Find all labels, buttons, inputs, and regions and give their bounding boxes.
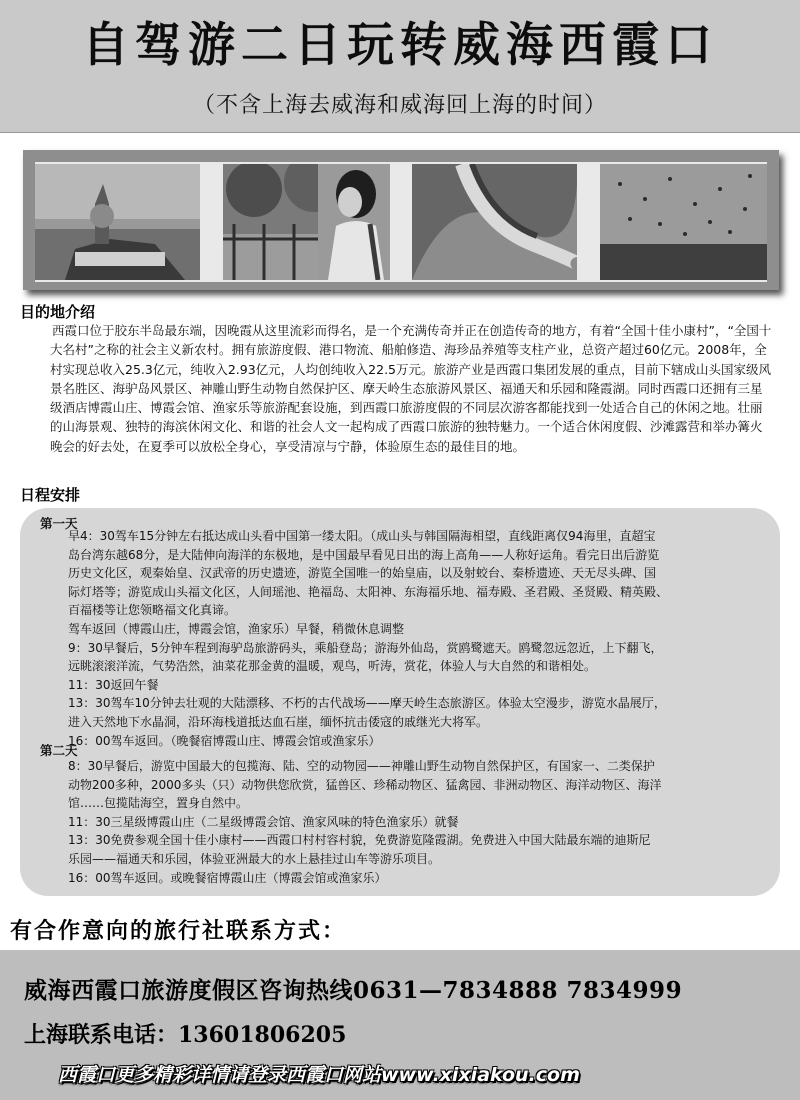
header-banner	[0, 0, 800, 133]
itinerary-line: 远眺滚滚洋流，气势浩然，油菜花那金黄的温暖，观鸟，听涛，赏花，体验人与大自然的和谐相处。	[68, 659, 597, 674]
itinerary-line: 早4：30驾车15分钟左右抵达成山头看中国第一缕太阳。（成山头与韩国隔海相望，直线距离仅94海里，直超宝	[68, 529, 656, 543]
itinerary-line: 馆……包揽陆海空，置身自然中。	[68, 796, 249, 811]
website-link[interactable]: 西霞口更多精彩详情请登录西霞口网站www.xixiakou.com	[58, 1064, 580, 1086]
itinerary-line: 进入天然地下水晶洞，沿环海栈道抵达血石崖，缅怀抗击倭寇的戚继光大将军。	[68, 715, 489, 729]
day1-label: 第一天	[40, 516, 78, 531]
photo-strip	[35, 162, 767, 282]
itinerary-line: 16：00驾车返回。（晚餐宿博霞山庄、博霞会馆或渔家乐）	[68, 733, 381, 748]
itinerary-line: 际灯塔等；游览成山头福文化区，人间瑶池、艳福岛、太阳神、东海福乐地、福寿殿、圣君殿、圣贤殿、精英殿、	[68, 584, 669, 599]
itinerary-line: 历史文化区，观秦始皇、汉武帝的历史遗迹，游览全国唯一的始皇庙，以及射蛟台、秦桥遗迹、天无尽头碑、国	[68, 566, 657, 581]
photo-frame	[23, 150, 779, 290]
day2-label: 第二天	[40, 743, 78, 758]
itinerary-line: 11：30三星级博霞山庄（二星级博霞会馆、渔家风味的特色渔家乐）就餐	[68, 814, 459, 829]
destination-text: 西霞口位于胶东半岛最东端，因晚霞从这里流彩而得名，是一个充满传奇并正在创造传奇的地方，有着“全国十佳小康村”，“全国十大名村”之称的社会主义新农村。拥有旅游度假、港口物流、船舶修造、海珍品养殖等支柱产业，总资产超过60亿元。2008年，全村实现总收入25.3亿元，纯收入2.93亿元，人均创纯收入22.5万元。旅游产业是西霞口集团发展的重点，目前下辖成山头国家级风景名胜区、海驴岛风景区、神雕山野生动物自然保护区、摩天岭生态旅游风景区、福通天和乐园和隆霞湖。同时西霞口还拥有三星级酒店博霞山庄、博霞会馆、渔家乐等旅游配套设施，到西霞口旅游度假的不同层次游客都能找到一处适合自己的休闲之地。壮丽的山海景观、独特的海滨休闲文化、和谐的社会人文一起构成了西霞口旅游的独特魅力。一个适合休闲度假、沙滩露营和举办篝火晚会的好去处，在夏季可以放松全身心，享受清凉与宁静，体验原生态的最佳目的地。	[50, 323, 772, 454]
statue-on-cliff-icon	[35, 164, 200, 280]
page-subtitle: （不含上海去威海和威海回上海的时间）	[192, 93, 607, 118]
destination-heading: 目的地介绍	[20, 303, 96, 321]
itinerary-line: 驾车返回（博霞山庄，博霞会馆，渔家乐）早餐，稍微休息调整	[68, 622, 405, 636]
itinerary-line: 岛台湾东越68分，是大陆伸向海洋的东极地，是中国最早看见日出的海上高角——人称好运角。看完日出后游览	[68, 547, 660, 562]
shanghai-phone: 上海联系电话：13601806205	[24, 1022, 347, 1048]
itinerary-line: 9：30早餐后，5分钟车程到海驴岛旅游码头，乘船登岛；游海外仙岛，赏鸥鹭遮天。鸥鹭忽远忽近，上下翻飞，	[68, 640, 663, 655]
itinerary-line: 13：30驾车10分钟去壮观的大陆漂移、不朽的古代战场——摩天岭生态旅游区。体验太空漫步，游览水晶展厅，	[68, 696, 666, 711]
hotline-text: 威海西霞口旅游度假区咨询热线0631—7834888 7834999	[24, 977, 683, 1004]
itinerary-line: 16：00驾车返回。或晚餐宿博霞山庄（博霞会馆或渔家乐）	[68, 870, 387, 885]
itinerary-line: 乐园——福通天和乐园，体验亚洲最大的水上悬挂过山车等游乐项目。	[68, 852, 441, 866]
cooperation-heading: 有合作意向的旅行社联系方式：	[10, 919, 347, 944]
itinerary-line: 13：30免费参观全国十佳小康村——西霞口村村容村貌，免费游览隆霞湖。免费进入中国大陆最东端的迪斯尼	[68, 833, 651, 848]
girl-portrait-icon	[318, 164, 390, 280]
itinerary-line: 11：30返回午餐	[68, 677, 159, 692]
contact-panel	[0, 950, 800, 1100]
itinerary-line: 8：30早餐后，游览中国最大的包揽海、陆、空的动物园——神雕山野生动物自然保护区，有国家一、二类保护	[68, 759, 655, 773]
page-title: 自驾游二日玩转威海西霞口	[82, 18, 718, 73]
wave-sculpture-icon	[412, 164, 577, 280]
itinerary-line: 百福楼等让您领略福文化真谛。	[68, 603, 237, 618]
birds-over-sea-icon	[600, 164, 767, 280]
schedule-heading: 日程安排	[20, 486, 81, 504]
itinerary-line: 动物200多种，2000多头（只）动物供您欣赏，猛兽区、珍稀动物区、猛禽园、非洲动物区、海洋动物区、海洋	[68, 777, 662, 792]
